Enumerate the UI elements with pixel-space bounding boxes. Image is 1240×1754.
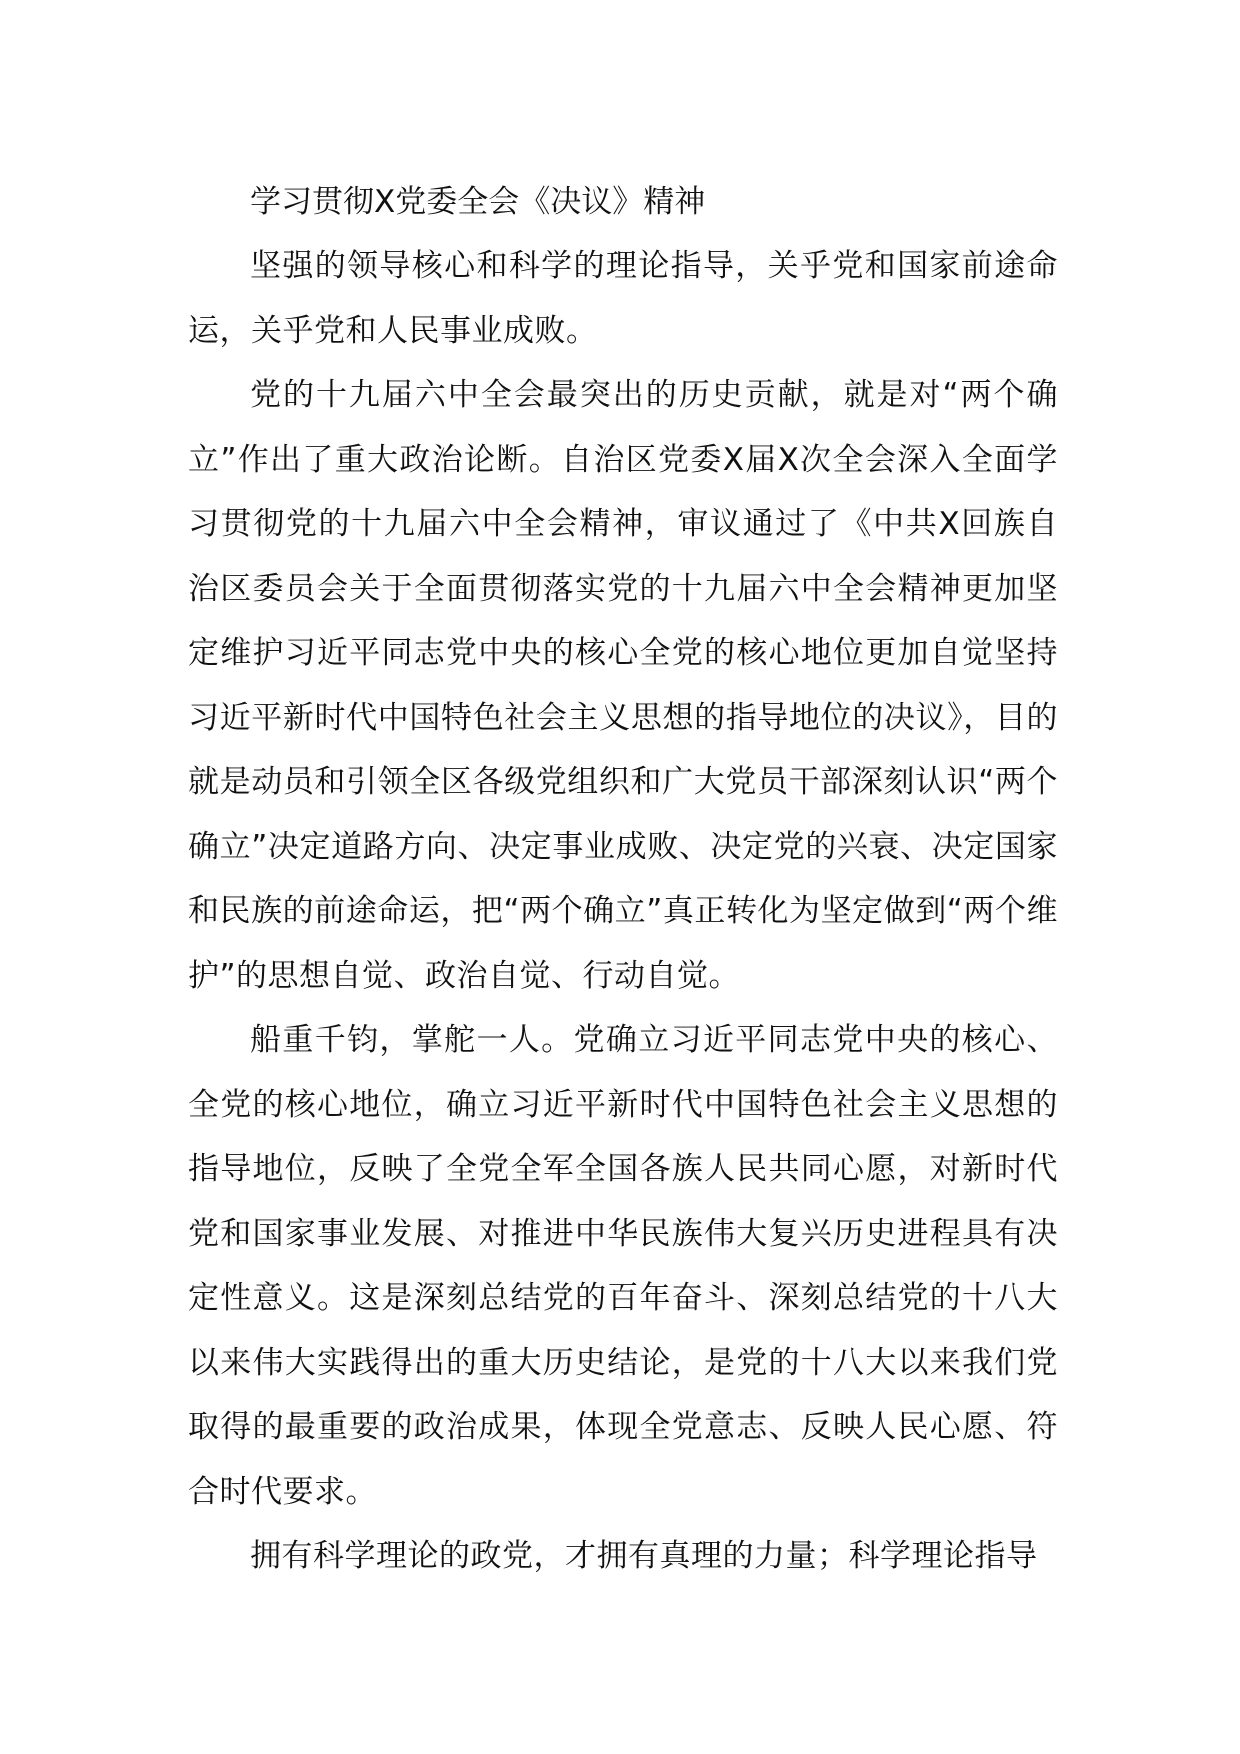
paragraph-2: 党的十九届六中全会最突出的历史贡献，就是对“两个确立”作出了重大政治论断。自治区党委X届X次全会深入全面学习贯彻党的十九届六中全会精神，审议通过了《中共X回族自治区委员会关于全面贯彻落实党的十九届六中全会精神更加坚定维护习近平同志党中央的核心全党的核心地位更加自觉坚持习近平新时代中国特色社会主义思想的指导地位的决议》，目的就是动员和引领全区各级党组织和广大党员干部深刻认识“两个确立”决定道路方向、决定事业成败、决定党的兴衰、决定国家和民族的前途命运，把“两个确立”真正转化为坚定做到“两个维护”的思想自觉、政治自觉、行动自觉。 [188,377,1058,994]
paragraph-3: 船重千钧，掌舵一人。党确立习近平同志党中央的核心、全党的核心地位，确立习近平新时代中国特色社会主义思想的指导地位，反映了全党全军全国各族人民共同心愿，对新时代党和国家事业发展、对推进中华民族伟大复兴历史进程具有决定性意义。这是深刻总结党的百年奋斗、深刻总结党的十八大以来伟大实践得出的重大历史结论，是党的十八大以来我们党取得的最重要的政治成果，体现全党意志、反映人民心愿、符合时代要求。 [188,1022,1058,1510]
paragraph-4: 拥有科学理论的政党，才拥有真理的力量；科学理论指导 [250,1538,1038,1574]
document-body [188,170,1058,1589]
paragraph-1: 坚强的领导核心和科学的理论指导，关乎党和国家前途命运，关乎党和人民事业成败。 [188,248,1058,349]
document-title: 学习贯彻X党委全会《决议》精神 [250,184,706,220]
